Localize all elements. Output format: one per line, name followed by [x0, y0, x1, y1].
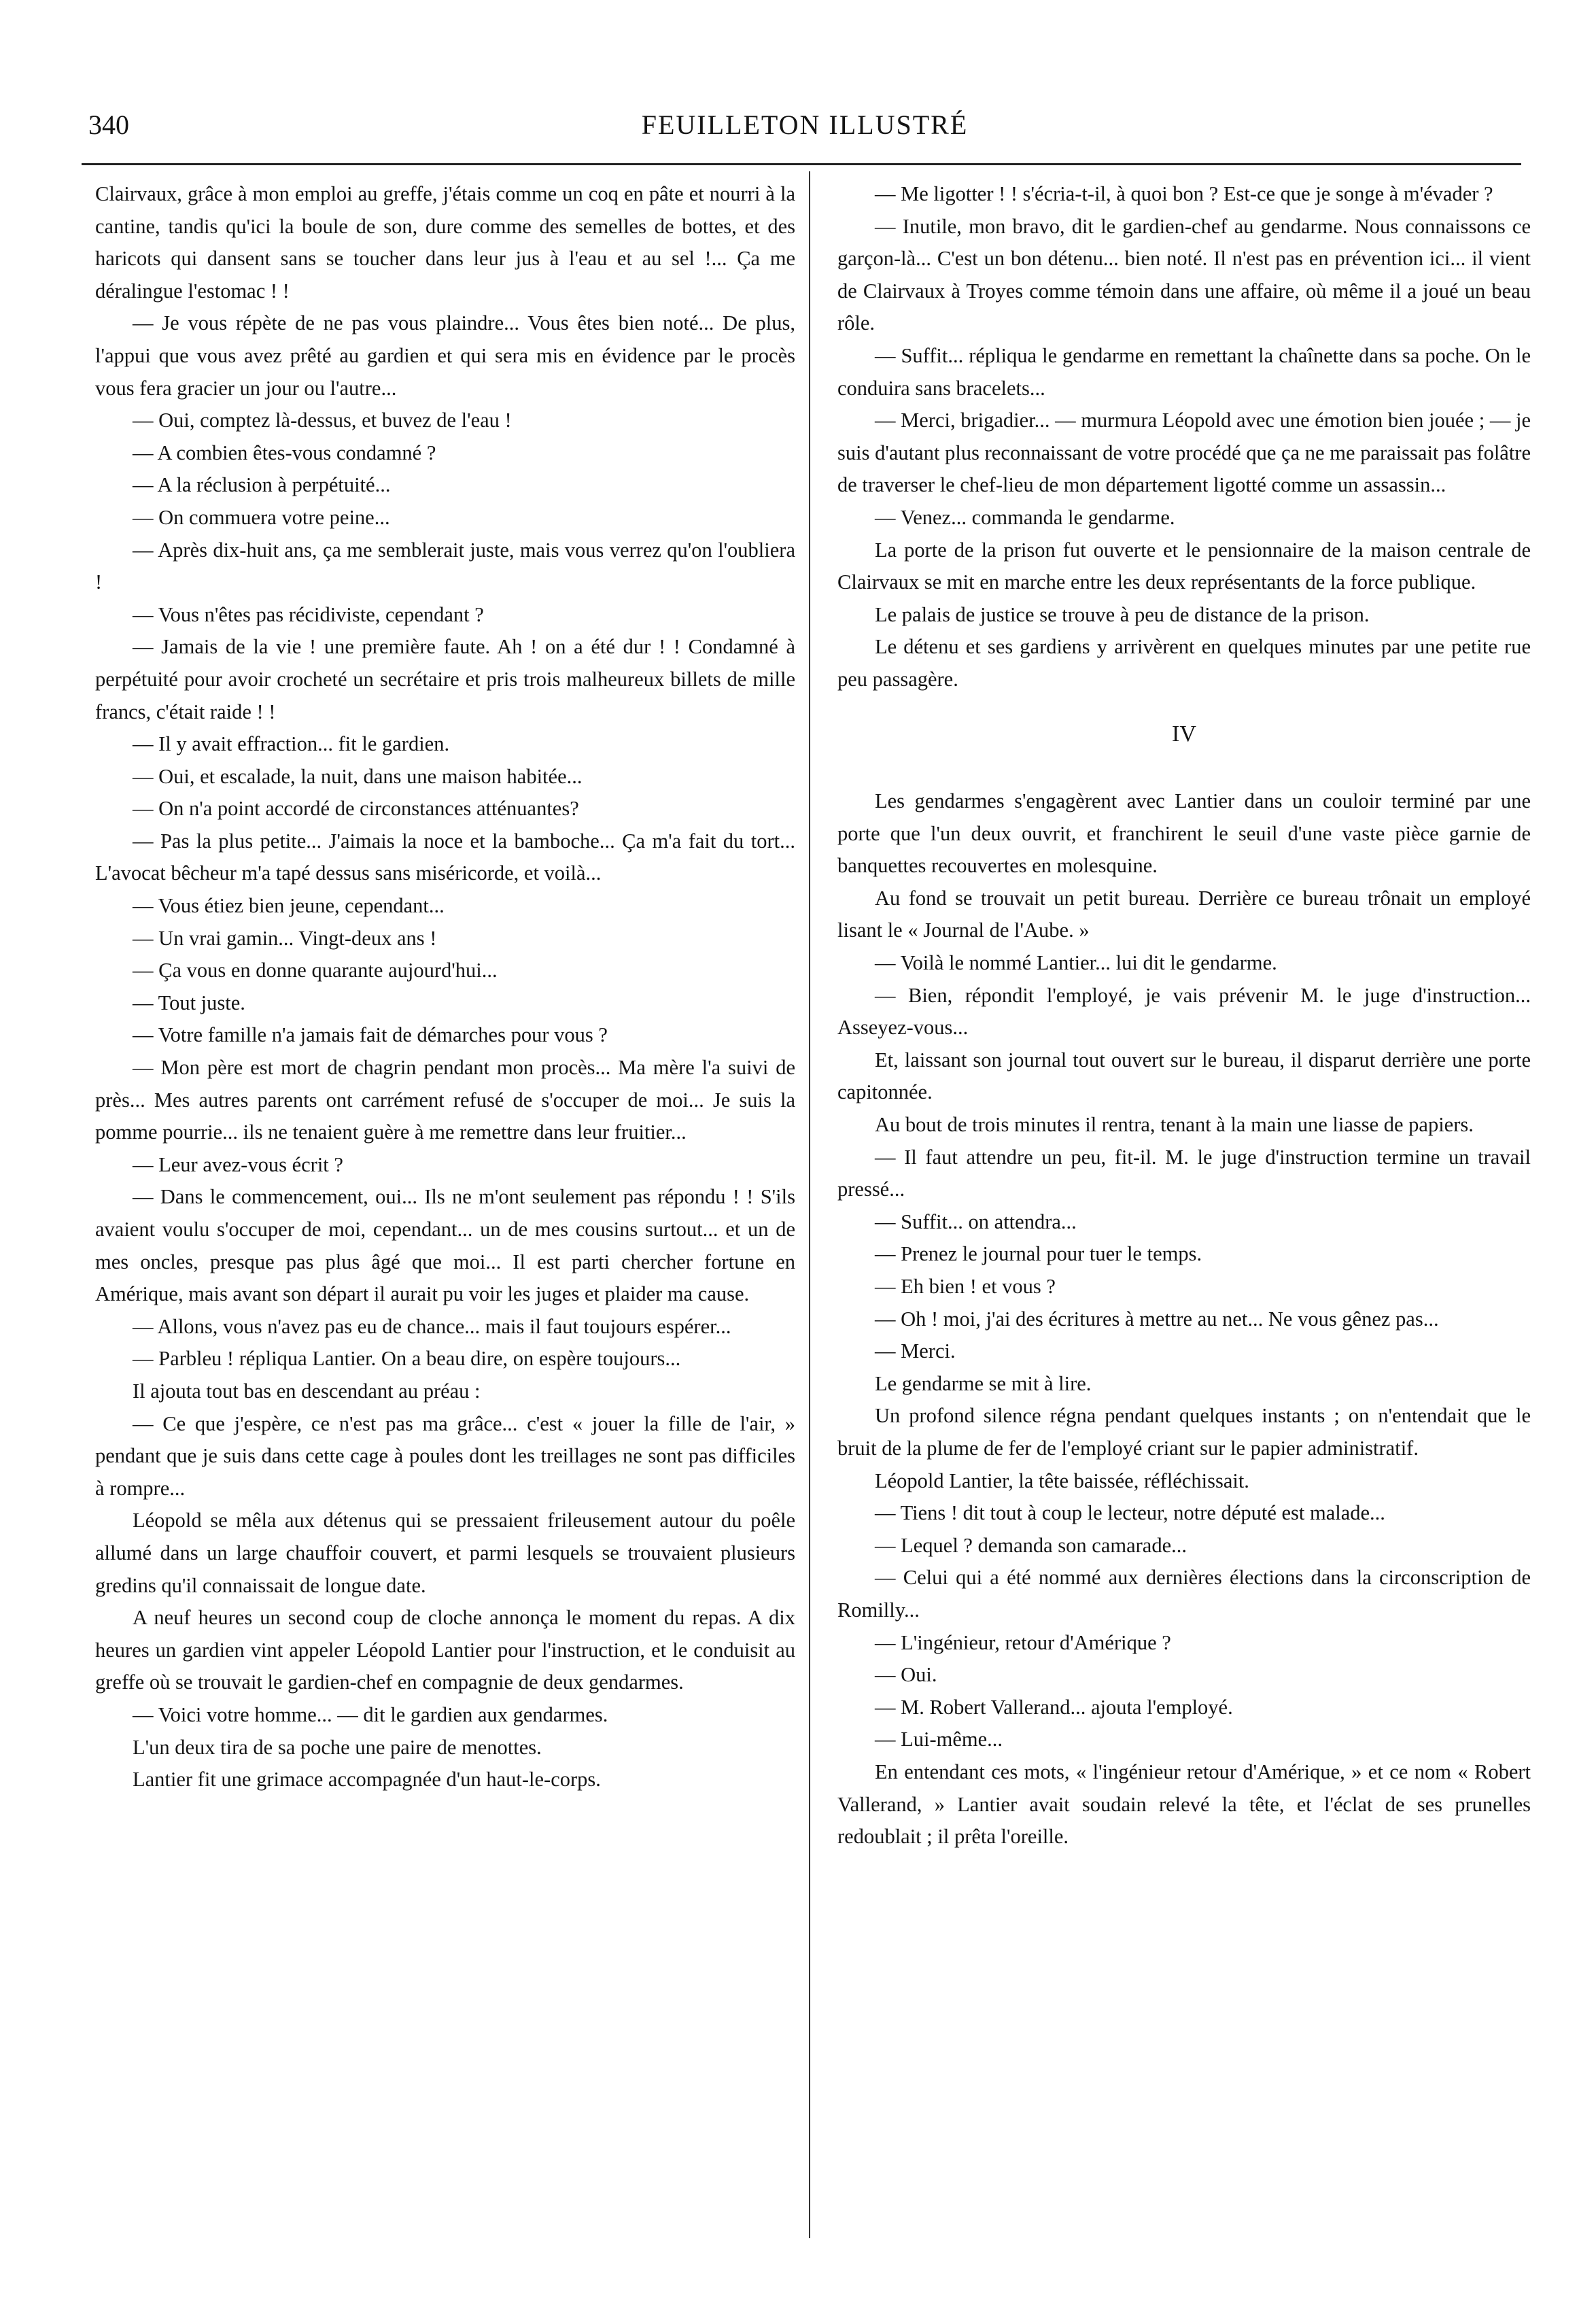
- paragraph: — On commuera votre peine...: [133, 505, 390, 529]
- paragraph: Clairvaux, grâce à mon emploi au greffe, j'étais comme un coq en pâte et nourri à la cantine, tandis qu'ici la boule de son, dure comme des semelles de bottes, et des haricots qui dansent sans se toucher dans leur jus à l'eau et au sel !... Ça me déralingue l'estomac ! !: [95, 182, 795, 303]
- right-column-part-1: [837, 178, 1531, 696]
- paragraph: — Me ligotter ! ! s'écria-t-il, à quoi bon ? Est-ce que je songe à m'évader ?: [875, 182, 1493, 205]
- paragraph: — Il y avait effraction... fit le gardien.: [133, 732, 450, 756]
- paragraph: La porte de la prison fut ouverte et le pensionnaire de la maison centrale de Clairvaux se mit en marche entre les deux représentants de la force publique.: [837, 538, 1531, 594]
- paragraph: — Allons, vous n'avez pas eu de chance... mais il faut toujours espérer...: [133, 1314, 731, 1338]
- paragraph: — Votre famille n'a jamais fait de démarches pour vous ?: [133, 1023, 608, 1047]
- paragraph: — M. Robert Vallerand... ajouta l'employé.: [875, 1695, 1233, 1719]
- paragraph: — Ça vous en donne quarante aujourd'hui...: [133, 959, 498, 982]
- paragraph: Les gendarmes s'engagèrent avec Lantier dans un couloir terminé par une porte que l'un deux ouvrit, et franchirent le seuil d'une vaste pièce garnie de banquettes recouvertes en molesquine.: [837, 789, 1531, 878]
- paragraph: — Ce que j'espère, ce n'est pas ma grâce... c'est « jouer la fille de l'air, » pendant que je suis dans cette cage à poules dont les treillages ne sont pas difficiles à rompre...: [95, 1411, 795, 1500]
- paragraph: — Jamais de la vie ! une première faute. Ah ! on a été dur ! ! Condamné à perpétuité pour avoir crocheté un secrétaire et pris trois malheureux billets de mille francs, c'était raide ! !: [95, 635, 795, 723]
- paragraph: — Lui-même...: [875, 1728, 1003, 1751]
- column-divider: [809, 171, 810, 2238]
- paragraph: — Bien, répondit l'employé, je vais prévenir M. le juge d'instruction... Asseyez-vous...: [837, 983, 1531, 1040]
- paragraph: — Parbleu ! répliqua Lantier. On a beau dire, on espère toujours...: [133, 1347, 681, 1371]
- paragraph: Léopold Lantier, la tête baissée, réfléchissait.: [875, 1469, 1249, 1492]
- paragraph: — Voici votre homme... — dit le gardien aux gendarmes.: [133, 1702, 608, 1726]
- paragraph: — Eh bien ! et vous ?: [875, 1275, 1056, 1298]
- paragraph: Léopold se mêla aux détenus qui se pressaient frileusement autour du poêle allumé dans un large chauffoir couvert, et parmi lesquels se trouvaient plusieurs gredins qu'il connaissait de longue date.: [95, 1509, 795, 1597]
- paragraph: En entendant ces mots, « l'ingénieur retour d'Amérique, » et ce nom « Robert Vallerand, » Lantier avait soudain relevé la tête, et l'éclat de ses prunelles redoublait ; il prêta l'oreille.: [837, 1760, 1531, 1849]
- paragraph: — Lequel ? demanda son camarade...: [875, 1533, 1187, 1557]
- paragraph: Et, laissant son journal tout ouvert sur le bureau, il disparut derrière une porte capitonnée.: [837, 1048, 1531, 1104]
- paragraph: — Suffit... répliqua le gendarme en remettant la chaînette dans sa poche. On le conduira sans bracelets...: [837, 343, 1531, 400]
- paragraph: — Leur avez-vous écrit ?: [133, 1152, 343, 1176]
- paragraph: — Inutile, mon bravo, dit le gardien-chef au gendarme. Nous connaissons ce garçon-là... C'est un bon détenu... bien noté. Il n'est pas en prévention ici... il vient de Clairvaux à Troyes comme témoin dans une affaire, où même il a joué un beau rôle.: [837, 214, 1531, 335]
- paragraph: Au fond se trouvait un petit bureau. Derrière ce bureau trônait un employé lisant le « Journal de l'Aube. »: [837, 886, 1531, 942]
- right-column-part-2: [837, 785, 1531, 1853]
- paragraph: — Merci.: [875, 1339, 956, 1363]
- paragraph: — Oui, et escalade, la nuit, dans une maison habitée...: [133, 764, 583, 788]
- paragraph: Le gendarme se mit à lire.: [875, 1371, 1092, 1395]
- paragraph: Un profond silence régna pendant quelques instants ; on n'entendait que le bruit de la plume de fer de l'employé criant sur le papier administratif.: [837, 1404, 1531, 1460]
- paragraph: — Dans le commencement, oui... Ils ne m'ont seulement pas répondu ! ! S'ils avaient voulu s'occuper de moi, cependant... un de mes cousins surtout... et un de mes oncles, presque pas plus âgé que moi... Il est parti chercher fortune en Amérique, mais avant son départ il aurait pu voir les juges et plaider ma cause.: [95, 1185, 795, 1306]
- paragraph: — A la réclusion à perpétuité...: [133, 473, 391, 497]
- paragraph: — Après dix-huit ans, ça me semblerait juste, mais vous verrez qu'on l'oubliera !: [95, 538, 795, 594]
- paragraph: — L'ingénieur, retour d'Amérique ?: [875, 1630, 1171, 1654]
- paragraph: — A combien êtes-vous condamné ?: [133, 441, 436, 464]
- paragraph: — Je vous répète de ne pas vous plaindre... Vous êtes bien noté... De plus, l'appui que vous avez prêté au gardien et qui sera mis en évidence par le procès vous fera gracier un jour ou l'autre...: [95, 311, 795, 400]
- paragraph: — Mon père est mort de chagrin pendant mon procès... Ma mère l'a suivi de près... Mes autres parents ont carrément refusé de s'occuper de moi... Je suis la pomme pourrie... ils ne tenaient guère à me remettre dans leur fruitier...: [95, 1056, 795, 1144]
- paragraph: — Oh ! moi, j'ai des écritures à mettre au net... Ne vous gênez pas...: [875, 1307, 1439, 1331]
- page-number: 340: [88, 109, 129, 140]
- paragraph: — Oui.: [875, 1663, 937, 1687]
- paragraph: — Vous n'êtes pas récidiviste, cependant ?: [133, 602, 484, 626]
- paragraph: — Merci, brigadier... — murmura Léopold avec une émotion bien jouée ; — je suis d'autant plus reconnaissant de votre procédé que ça ne me paraissait pas folâtre de traverser le chef-lieu de mon département ligotté comme un assassin...: [837, 409, 1531, 497]
- paragraph: — Pas la plus petite... J'aimais la noce et la bamboche... Ça m'a fait du tort... L'avocat bêcheur m'a tapé dessus sans miséricorde, et voilà...: [95, 829, 795, 885]
- paragraph: — Tout juste.: [133, 991, 245, 1014]
- section-number: IV: [1172, 721, 1196, 747]
- paragraph: — Tiens ! dit tout à coup le lecteur, notre député est malade...: [875, 1501, 1385, 1525]
- paragraph: — Vous étiez bien jeune, cependant...: [133, 894, 445, 918]
- paragraph: Le détenu et ses gardiens y arrivèrent en quelques minutes par une petite rue peu passagère.: [837, 635, 1531, 691]
- paragraph: A neuf heures un second coup de cloche annonça le moment du repas. A dix heures un gardien vint appeler Léopold Lantier pour l'instruction, et le conduisit au greffe où se trouvait le gardien-chef en compagnie de deux gendarmes.: [95, 1606, 795, 1694]
- paragraph: Au bout de trois minutes il rentra, tenant à la main une liasse de papiers.: [875, 1113, 1474, 1137]
- paragraph: — Venez... commanda le gendarme.: [875, 505, 1175, 529]
- running-title: FEUILLETON ILLUSTRÉ: [641, 109, 969, 140]
- left-column: [95, 178, 795, 1796]
- paragraph: — Celui qui a été nommé aux dernières élections dans la circonscription de Romilly...: [837, 1566, 1531, 1622]
- paragraph: — Suffit... on attendra...: [875, 1210, 1077, 1233]
- paragraph: Il ajouta tout bas en descendant au préau :: [133, 1379, 481, 1403]
- paragraph: Lantier fit une grimace accompagnée d'un haut-le-corps.: [133, 1768, 601, 1792]
- paragraph: — Prenez le journal pour tuer le temps.: [875, 1242, 1202, 1266]
- right-column: [837, 178, 1531, 1853]
- paragraph: — On n'a point accordé de circonstances atténuantes?: [133, 797, 579, 821]
- page-header: [88, 109, 1521, 156]
- paragraph: — Oui, comptez là-dessus, et buvez de l'eau !: [133, 409, 512, 432]
- paragraph: — Il faut attendre un peu, fit-il. M. le juge d'instruction termine un travail pressé...: [837, 1145, 1531, 1201]
- header-rule: [82, 163, 1521, 165]
- paragraph: L'un deux tira de sa poche une paire de menottes.: [133, 1735, 542, 1759]
- paragraph: Le palais de justice se trouve à peu de distance de la prison.: [875, 602, 1370, 626]
- paragraph: — Un vrai gamin... Vingt-deux ans !: [133, 926, 437, 950]
- paragraph: — Voilà le nommé Lantier... lui dit le gendarme.: [875, 951, 1277, 975]
